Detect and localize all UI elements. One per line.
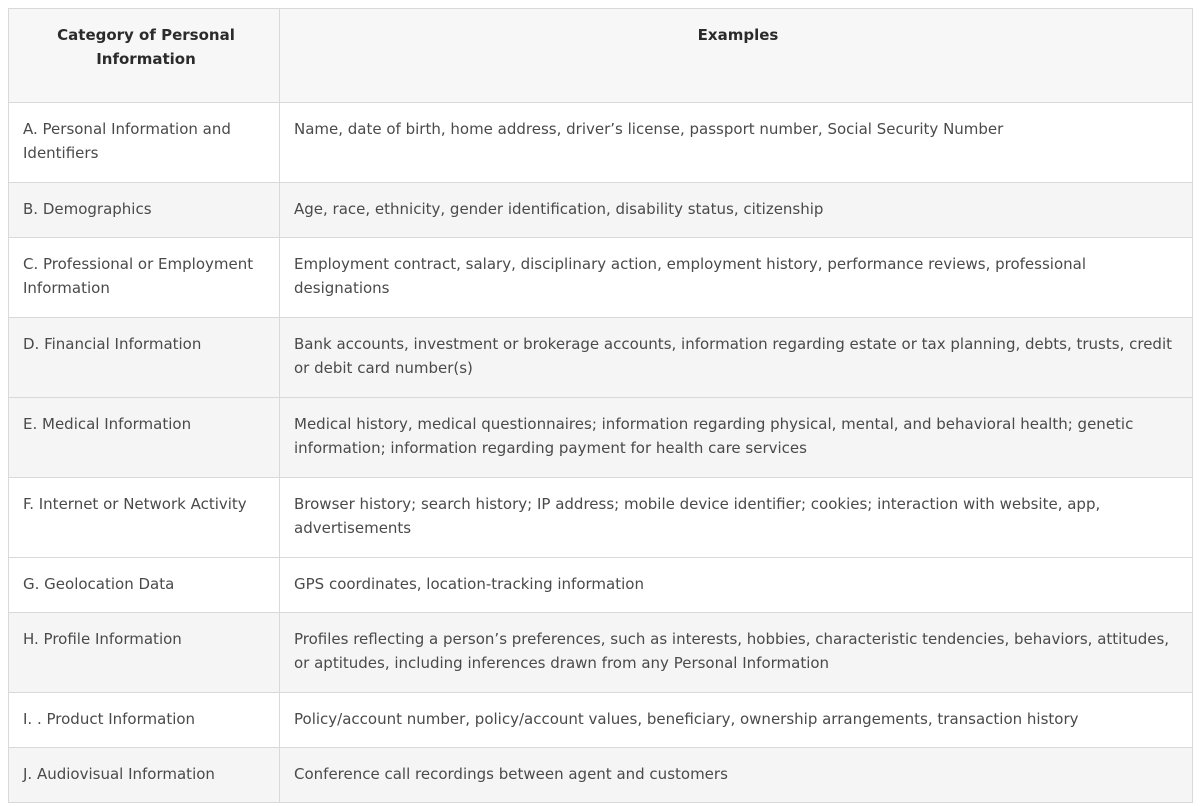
table-row (9, 558, 1193, 613)
table-row (9, 478, 1193, 558)
personal-information-table-container (8, 8, 1192, 803)
table-row (9, 183, 1193, 238)
category-cell: E. Medical Information (9, 398, 280, 478)
category-cell: G. Geolocation Data (9, 558, 280, 613)
category-cell: I. . Product Information (9, 693, 280, 748)
table-row (9, 748, 1193, 803)
table-row (9, 318, 1193, 398)
examples-cell: GPS coordinates, location-tracking information (280, 558, 1193, 613)
table-row (9, 103, 1193, 183)
examples-cell: Employment contract, salary, disciplinary action, employment history, performance reviews, professional designations (280, 238, 1193, 318)
table-row (9, 398, 1193, 478)
category-cell: D. Financial Information (9, 318, 280, 398)
table-row (9, 613, 1193, 693)
category-cell: J. Audiovisual Information (9, 748, 280, 803)
examples-cell: Name, date of birth, home address, driver’s license, passport number, Social Security Number (280, 103, 1193, 183)
personal-information-table (8, 8, 1193, 803)
category-cell: A. Personal Information and Identifiers (9, 103, 280, 183)
table-row (9, 693, 1193, 748)
examples-cell: Medical history, medical questionnaires; information regarding physical, mental, and behavioral health; genetic information; information regarding payment for health care services (280, 398, 1193, 478)
table-row (9, 238, 1193, 318)
examples-cell: Profiles reflecting a person’s preferences, such as interests, hobbies, characteristic tendencies, behaviors, attitudes, or aptitudes, including inferences drawn from any Personal Information (280, 613, 1193, 693)
header-examples: Examples (280, 9, 1193, 103)
examples-cell: Age, race, ethnicity, gender identification, disability status, citizenship (280, 183, 1193, 238)
category-cell: C. Professional or Employment Information (9, 238, 280, 318)
category-cell: H. Profile Information (9, 613, 280, 693)
examples-cell: Browser history; search history; IP address; mobile device identifier; cookies; interaction with website, app, advertisements (280, 478, 1193, 558)
table-header-row (9, 9, 1193, 103)
category-cell: B. Demographics (9, 183, 280, 238)
category-cell: F. Internet or Network Activity (9, 478, 280, 558)
examples-cell: Bank accounts, investment or brokerage accounts, information regarding estate or tax planning, debts, trusts, credit or debit card number(s) (280, 318, 1193, 398)
examples-cell: Conference call recordings between agent and customers (280, 748, 1193, 803)
examples-cell: Policy/account number, policy/account values, beneficiary, ownership arrangements, transaction history (280, 693, 1193, 748)
header-category: Category of Personal Information (9, 9, 280, 103)
